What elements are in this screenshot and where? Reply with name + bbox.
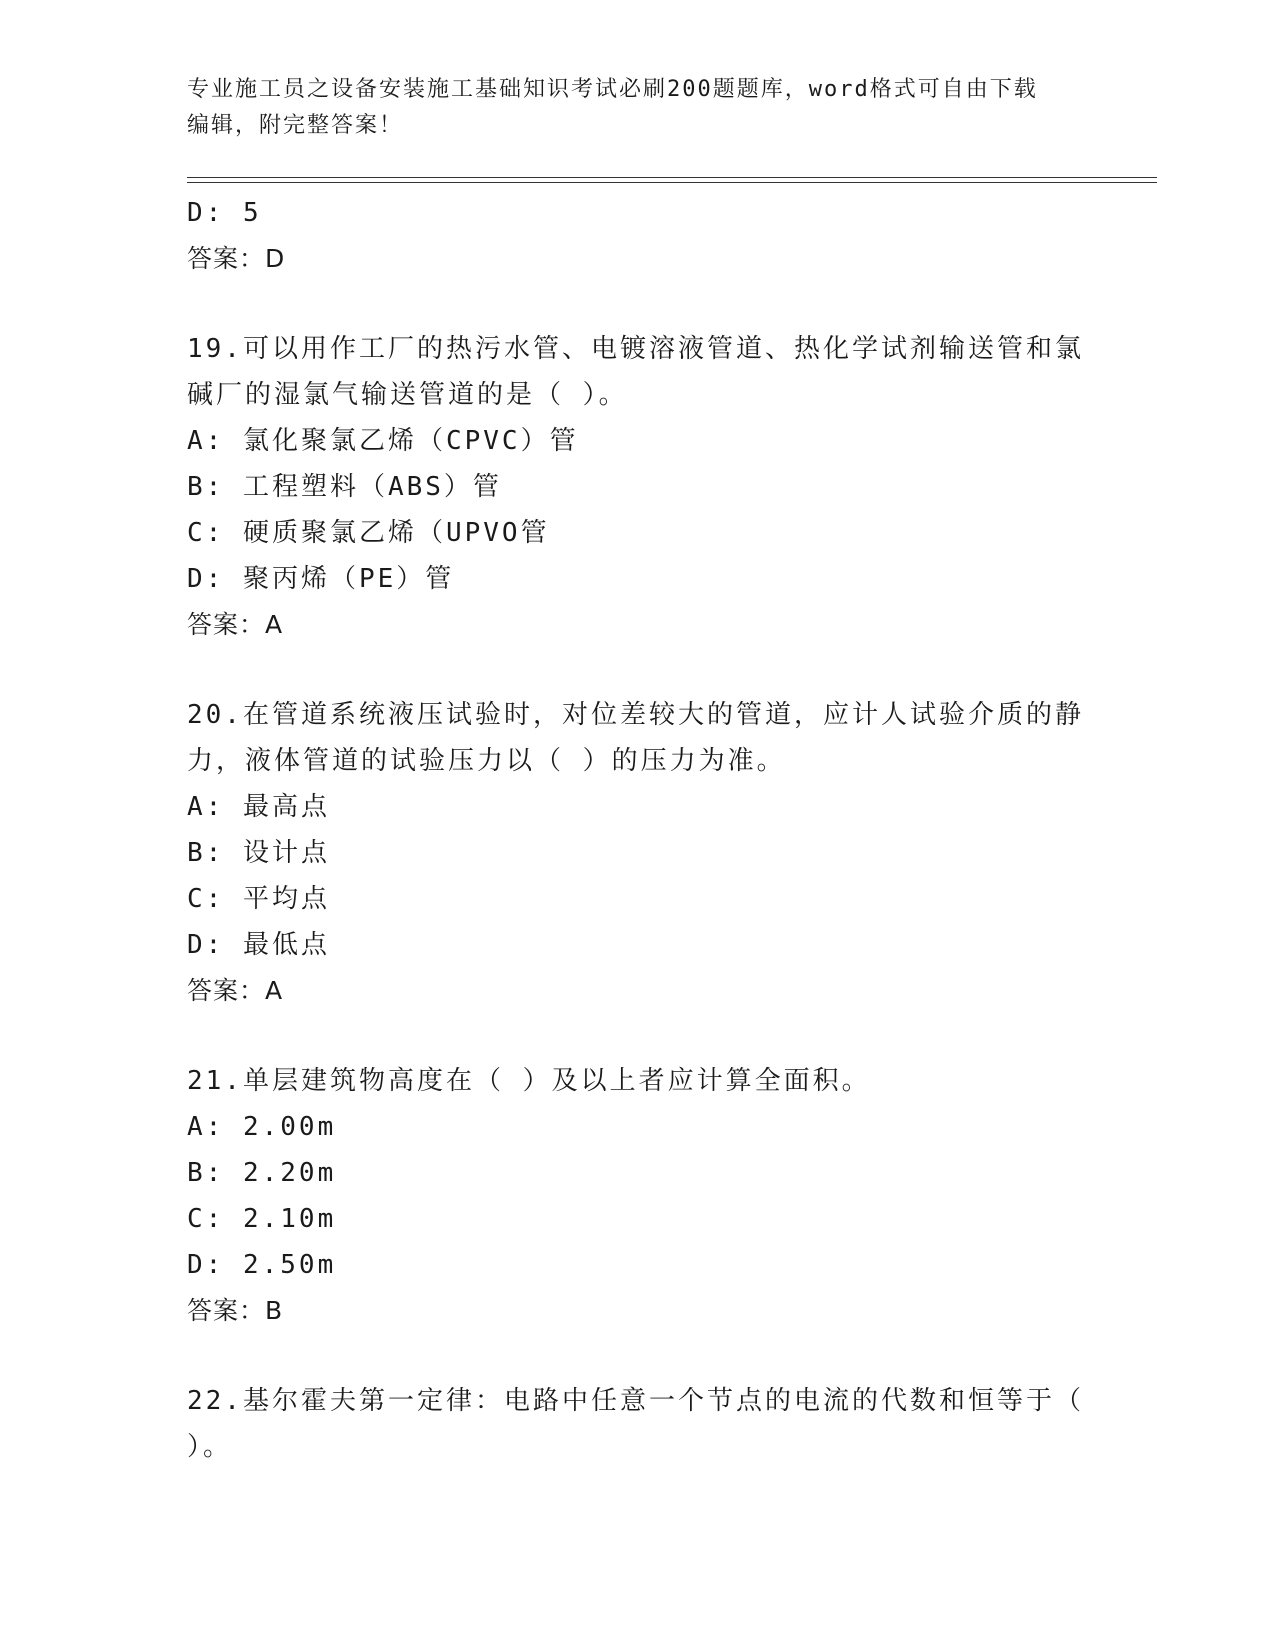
option-d: D: 最低点 bbox=[187, 930, 330, 960]
answer-line: 答案：A bbox=[187, 976, 284, 1005]
question-text: 22.基尔霍夫第一定律：电路中任意一个节点的电流的代数和恒等于（ bbox=[187, 1386, 1084, 1416]
option-b: B: 2.20m bbox=[187, 1158, 337, 1188]
option-d: D: 5 bbox=[187, 198, 262, 228]
option-d: D: 2.50m bbox=[187, 1250, 337, 1280]
question-22 bbox=[187, 1378, 1087, 1470]
option-c: C: 2.10m bbox=[187, 1204, 337, 1234]
header-divider-top bbox=[187, 177, 1157, 178]
question-19 bbox=[187, 326, 1087, 648]
answer-line: 答案：B bbox=[187, 1296, 284, 1325]
question-text: 20.在管道系统液压试验时，对位差较大的管道，应计人试验介质的静 bbox=[187, 700, 1084, 730]
question-list bbox=[187, 190, 1087, 1470]
option-a: A: 最高点 bbox=[187, 792, 330, 822]
option-b: B: 工程塑料（ABS）管 bbox=[187, 472, 502, 502]
question-text-continued: 力，液体管道的试验压力以（ ）的压力为准。 bbox=[187, 746, 786, 776]
page-header bbox=[187, 72, 1067, 144]
question-text-continued: ）。 bbox=[187, 1432, 233, 1462]
previous-question-tail bbox=[187, 190, 1087, 282]
option-a: A: 氯化聚氯乙烯（CPVC）管 bbox=[187, 426, 579, 456]
question-text-continued: 碱厂的湿氯气输送管道的是（ ）。 bbox=[187, 380, 628, 410]
header-title-line-1: 专业施工员之设备安装施工基础知识考试必刷200题题库，word格式可自由下载 bbox=[187, 77, 1038, 102]
header-title-line-2: 编辑，附完整答案！ bbox=[187, 113, 404, 138]
option-b: B: 设计点 bbox=[187, 838, 330, 868]
question-20 bbox=[187, 692, 1087, 1014]
option-a: A: 2.00m bbox=[187, 1112, 337, 1142]
question-text: 19.可以用作工厂的热污水管、电镀溶液管道、热化学试剂输送管和氯 bbox=[187, 334, 1084, 364]
header-divider-bottom bbox=[187, 182, 1157, 183]
option-c: C: 硬质聚氯乙烯（UPVO管 bbox=[187, 518, 550, 548]
answer-line: 答案：D bbox=[187, 244, 286, 273]
question-text: 21.单层建筑物高度在（ ）及以上者应计算全面积。 bbox=[187, 1066, 871, 1096]
answer-line: 答案：A bbox=[187, 610, 284, 639]
option-c: C: 平均点 bbox=[187, 884, 330, 914]
question-21 bbox=[187, 1058, 1087, 1334]
option-d: D: 聚丙烯（PE）管 bbox=[187, 564, 455, 594]
